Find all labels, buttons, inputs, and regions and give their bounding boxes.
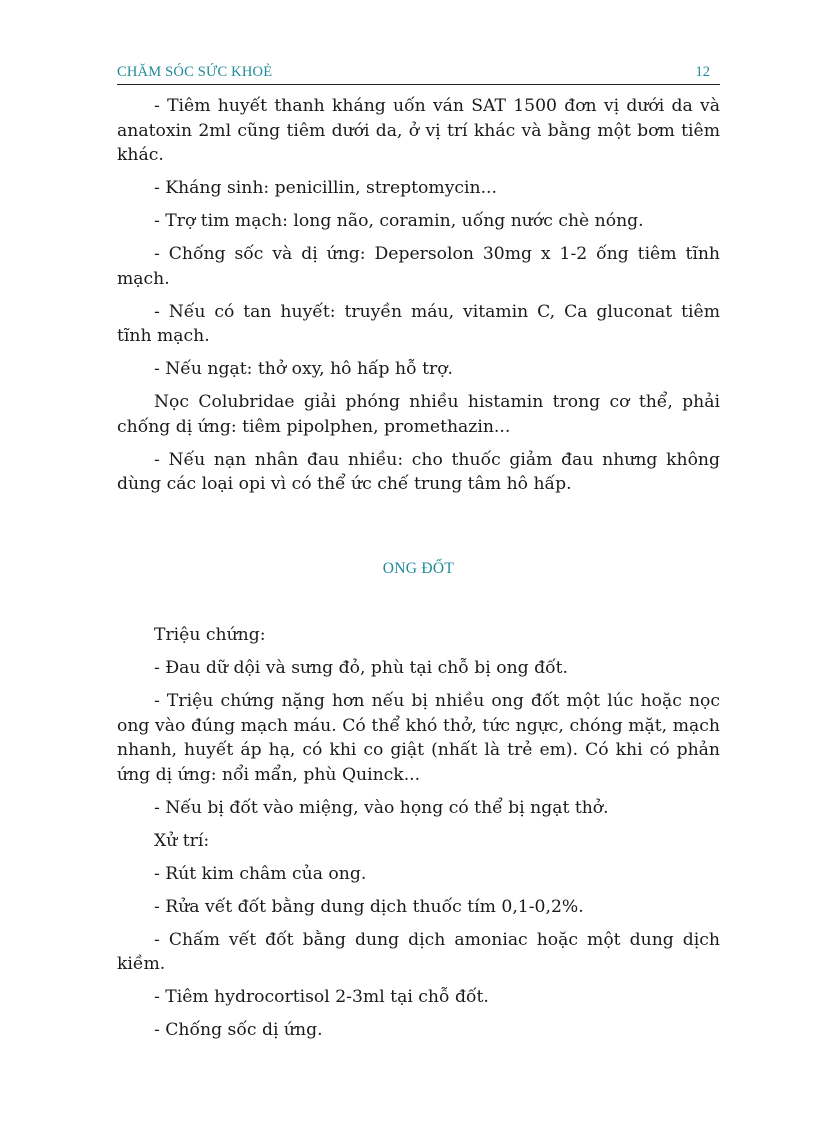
paragraph: - Tiêm hydrocortisol 2-3ml tại chỗ đốt. [154, 987, 489, 1007]
paragraph: - Tiêm huyết thanh kháng uốn ván SAT 1500 đơn vị dưới da và anatoxin 2ml cũng tiêm dưới da, ở vị trí khác và bằng một bơm tiêm khác. [117, 96, 720, 165]
paragraph: - Trợ tim mạch: long não, coramin, uống nước chè nóng. [154, 211, 644, 231]
paragraph: - Nếu có tan huyết: truyền máu, vitamin C, Ca gluconat tiêm tĩnh mạch. [117, 301, 720, 346]
paragraph: Triệu chứng: [154, 625, 266, 645]
paragraph: Nọc Colubridae giải phóng nhiều histamin trong cơ thể, phải chống dị ứng: tiêm pipolphen, promethazin... [117, 392, 720, 437]
paragraph: Xử trí: [154, 830, 210, 851]
paragraph: - Chống sốc dị ứng. [154, 1020, 323, 1040]
paragraph: - Kháng sinh: penicillin, streptomycin... [154, 178, 497, 198]
section-title: ONG ĐỐT [382, 559, 455, 577]
paragraph: - Triệu chứng nặng hơn nếu bị nhiều ong đốt một lúc hoặc nọc ong vào đúng mạch máu. Có thể khó thở, tức ngực, chóng mặt, mạch nhanh, huyết áp hạ, có khi co giật (nhất là trẻ em). Có khi có phản ứng dị ứng: nổi mẩn, phù Quinck... [117, 691, 720, 785]
paragraph: - Rút kim châm của ong. [154, 863, 367, 884]
page-body [117, 94, 720, 1051]
paragraph: - Chống sốc và dị ứng: Depersolon 30mg x 1-2 ống tiêm tĩnh mạch. [117, 244, 720, 289]
paragraph: - Rửa vết đốt bằng dung dịch thuốc tím 0,1-0,2%. [154, 896, 584, 917]
paragraph: - Nếu ngạt: thở oxy, hô hấp hỗ trợ. [154, 359, 454, 379]
paragraph: - Nếu nạn nhân đau nhiều: cho thuốc giảm đau nhưng không dùng các loại opi vì có thể ức chế trung tâm hô hấp. [117, 449, 720, 494]
paragraph: - Nếu bị đốt vào miệng, vào họng có thể bị ngạt thở. [154, 797, 609, 818]
header-title: CHĂM SÓC SỨC KHOẺ [117, 64, 273, 80]
page-number: 12 [695, 64, 710, 80]
paragraph: - Đau dữ dội và sưng đỏ, phù tại chỗ bị ong đốt. [154, 658, 569, 678]
paragraph: - Chấm vết đốt bằng dung dịch amoniac hoặc một dung dịch kiềm. [117, 929, 720, 974]
page-header [117, 64, 720, 85]
